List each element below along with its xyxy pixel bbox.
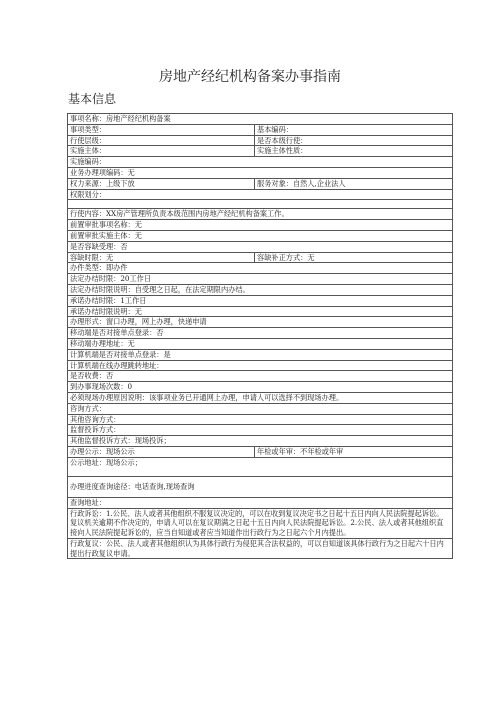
level-cell: 行使层级： — [68, 135, 255, 146]
table-row — [68, 146, 453, 157]
table-row — [68, 425, 453, 436]
blank-cell — [68, 200, 453, 209]
table-row — [68, 230, 453, 241]
table-row — [68, 178, 453, 189]
item-name-cell: 事项名称：房地产经纪机构备案 — [68, 114, 453, 125]
table-row — [68, 241, 453, 252]
annual-review-cell: 年检或年审：不年检或年审 — [255, 446, 453, 457]
table-row — [68, 349, 453, 360]
consult-method-cell: 咨询方式： — [68, 403, 453, 414]
table-row — [68, 497, 453, 508]
pc-login-cell: 计算机端是否对接单点登录：是 — [68, 349, 453, 360]
authority-division-cell: 权限划分： — [68, 189, 453, 200]
table-row — [68, 508, 453, 538]
biz-code-cell: 业务办理项编码：无 — [68, 167, 453, 178]
table-row — [68, 157, 453, 168]
service-object-cell: 服务对象：自然人,企业法人 — [255, 178, 453, 189]
table-row — [68, 167, 453, 178]
table-row — [68, 328, 453, 339]
table-row — [68, 338, 453, 349]
basic-info-table — [67, 113, 453, 559]
progress-query-cell: 办理进度查询途径：电话查询,现场查询 — [68, 476, 453, 497]
missing-materials-cell: 容缺时限：无 — [68, 252, 255, 263]
impl-code-cell: 实施编码： — [68, 157, 453, 168]
site-visits-cell: 到办事现场次数：0 — [68, 382, 453, 393]
legal-time-cell: 法定办结时限：20工作日 — [68, 274, 453, 285]
table-row — [68, 403, 453, 414]
table-row — [68, 414, 453, 425]
legal-time-note-cell: 法定办结时限说明：自受理之日起，在法定期限内办结。 — [68, 284, 453, 295]
table-row — [68, 382, 453, 393]
table-row — [68, 274, 453, 285]
table-row — [68, 200, 453, 209]
site-reason-cell: 必须现场办理原因说明：该事项业务已开通网上办理，申请人可以选择不到现场办理。 — [68, 392, 453, 403]
handle-publicity-cell: 办理公示：现场公示 — [68, 446, 255, 457]
table-row — [68, 114, 453, 125]
table-row — [68, 209, 453, 220]
query-address-cell: 查询地址： — [68, 497, 453, 508]
missing-acceptance-cell: 是否容缺受理：否 — [68, 241, 453, 252]
supplement-method-cell: 容缺补正方式：无 — [255, 252, 453, 263]
table-row — [68, 538, 453, 559]
pre-approval-subject-cell: 前置审批实施主体：无 — [68, 230, 453, 241]
pc-redirect-cell: 计算机端在线办理跳转地址： — [68, 360, 453, 371]
table-row — [68, 317, 453, 328]
authority-source-cell: 权力来源：上级下放 — [68, 178, 255, 189]
table-row — [68, 263, 453, 274]
content-cell: 行使内容：XX房产管理所负责本级范围内房地产经纪机构备案工作。 — [68, 209, 453, 220]
table-row — [68, 360, 453, 371]
section-heading: 基本信息 — [68, 92, 117, 106]
table-row — [68, 446, 453, 457]
table-row — [68, 284, 453, 295]
promise-time-note-cell: 承诺办结时限说明：无 — [68, 306, 453, 317]
supervise-complaint-cell: 监督投诉方式： — [68, 425, 453, 436]
pre-approval-name-cell: 前置审批事项名称：无 — [68, 220, 453, 231]
handle-form-cell: 办理形式：窗口办理，网上办理，快递申请 — [68, 317, 453, 328]
table-row — [68, 306, 453, 317]
table-row — [68, 457, 453, 476]
page-title: 房地产经纪机构备案办事指南 — [159, 69, 341, 85]
impl-subject-cell: 实施主体： — [68, 146, 255, 157]
publicity-address-cell: 公示地址：现场公示； — [68, 457, 453, 476]
table-row — [68, 392, 453, 403]
reconsideration-cell: 行政复议：公民、法人或者其他组织认为具体行政行为侵犯其合法权益的，可以自知道该具体行政行为之日起六十日内提出行政复议申请。 — [68, 538, 453, 559]
mobile-address-cell: 移动端办理地址：无 — [68, 338, 453, 349]
table-row — [68, 189, 453, 200]
basic-code-cell: 基本编码： — [255, 124, 453, 135]
promise-time-cell: 承诺办结时限：1工作日 — [68, 295, 453, 306]
fee-cell: 是否收费：否 — [68, 371, 453, 382]
table-row — [68, 371, 453, 382]
table-row — [68, 252, 453, 263]
item-type-cell: 事项类型： — [68, 124, 255, 135]
item-category-cell: 办件类型：即办件 — [68, 263, 453, 274]
impl-subject-nature-cell: 实施主体性质： — [255, 146, 453, 157]
other-consult-cell: 其他咨询方式： — [68, 414, 453, 425]
other-supervise-cell: 其他监督投诉方式：现场投诉； — [68, 436, 453, 447]
litigation-cell: 行政诉讼：1.公民、法人或者其他组织不服复议决定的，可以在收到复议决定书之日起十五日内向人民法院提起诉讼。复议机关逾期不作决定的，申请人可以在复议期满之日起十五日内向人民法院提起诉讼。2.公民、法人或者其他组织直接向人民法院提起诉讼的，应当自知道或者应当知道作出行政行为之日起六个月内提出。 — [68, 508, 453, 538]
table-row — [68, 295, 453, 306]
table-row — [68, 220, 453, 231]
table-row — [68, 476, 453, 497]
table-row — [68, 436, 453, 447]
mobile-login-cell: 移动端是否对接单点登录：否 — [68, 328, 453, 339]
table-row — [68, 124, 453, 135]
table-row — [68, 135, 453, 146]
local-exercise-cell: 是否本级行使： — [255, 135, 453, 146]
